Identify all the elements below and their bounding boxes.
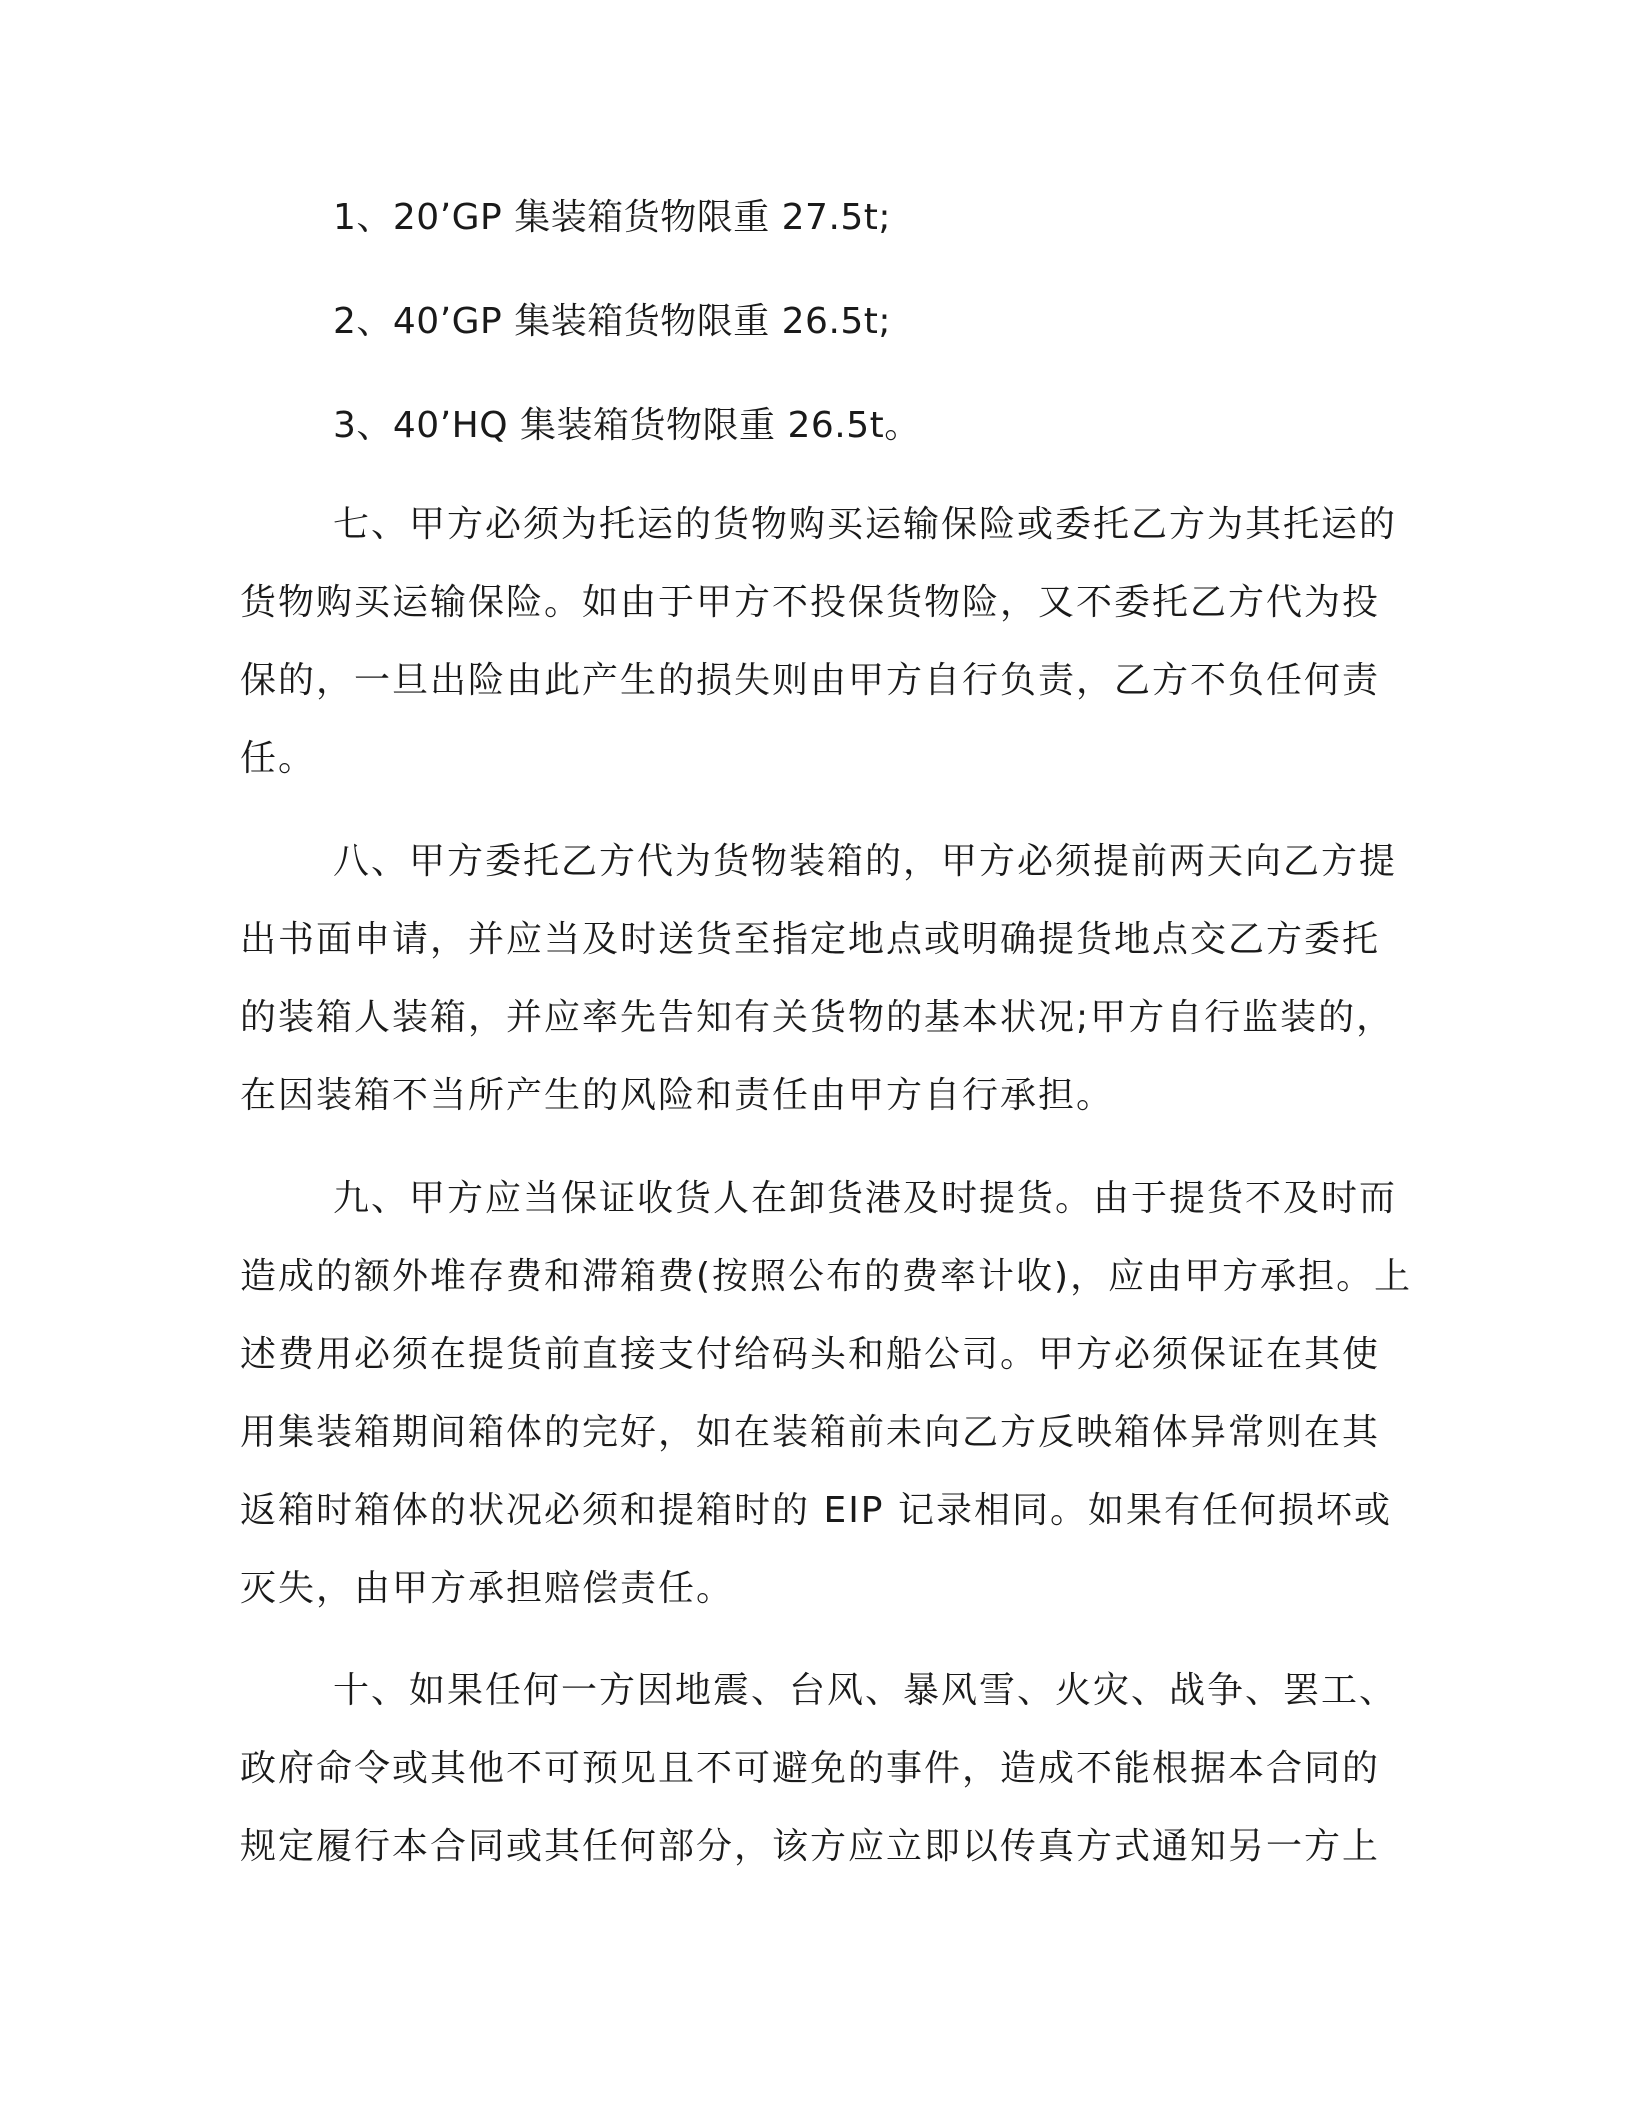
clause-9-line: 述费用必须在提货前直接支付给码头和船公司。甲方必须保证在其使: [240, 1334, 1381, 1375]
clause-10-line: 政府命令或其他不可预见且不可避免的事件，造成不能根据本合同的: [240, 1748, 1381, 1789]
clause-8-line: 八、甲方委托乙方代为货物装箱的，甲方必须提前两天向乙方提: [333, 841, 1398, 882]
clause-9-line: 返箱时箱体的状况必须和提箱时的 EIP 记录相同。如果有任何损坏或: [240, 1490, 1392, 1531]
weight-limit-item-2: 2、40’GP 集装箱货物限重 26.5t;: [333, 301, 892, 342]
clause-9-line: 九、甲方应当保证收货人在卸货港及时提货。由于提货不及时而: [333, 1178, 1398, 1219]
clause-7-line: 货物购买运输保险。如由于甲方不投保货物险，又不委托乙方代为投: [240, 582, 1381, 623]
clause-7-line: 任。: [240, 738, 317, 779]
clause-8-line: 在因装箱不当所产生的风险和责任由甲方自行承担。: [240, 1075, 1115, 1116]
clause-10-line: 规定履行本合同或其任何部分，该方应立即以传真方式通知另一方上: [240, 1826, 1381, 1867]
weight-limit-item-1: 1、20’GP 集装箱货物限重 27.5t;: [333, 197, 892, 238]
clause-10-paragraph: [240, 1652, 1398, 1886]
clause-7-line: 保的，一旦出险由此产生的损失则由甲方自行负责，乙方不负任何责: [240, 660, 1381, 701]
weight-limit-item-3: 3、40’HQ 集装箱货物限重 26.5t。: [333, 405, 921, 446]
clause-8-line: 出书面申请，并应当及时送货至指定地点或明确提货地点交乙方委托: [240, 919, 1381, 960]
clause-9-line: 用集装箱期间箱体的完好，如在装箱前未向乙方反映箱体异常则在其: [240, 1412, 1381, 1453]
clause-9-line: 造成的额外堆存费和滞箱费(按照公布的费率计收)，应由甲方承担。上: [240, 1256, 1413, 1297]
clause-7-paragraph: [240, 486, 1398, 798]
clause-7-line: 七、甲方必须为托运的货物购买运输保险或委托乙方为其托运的: [333, 504, 1398, 545]
clause-9-paragraph: [240, 1160, 1413, 1628]
clause-8-paragraph: [240, 823, 1398, 1135]
clause-9-line: 灭失，由甲方承担赔偿责任。: [240, 1568, 735, 1609]
clause-8-line: 的装箱人装箱，并应率先告知有关货物的基本状况;甲方自行监装的，: [240, 997, 1395, 1038]
clause-10-line: 十、如果任何一方因地震、台风、暴风雪、火灾、战争、罢工、: [333, 1670, 1398, 1711]
